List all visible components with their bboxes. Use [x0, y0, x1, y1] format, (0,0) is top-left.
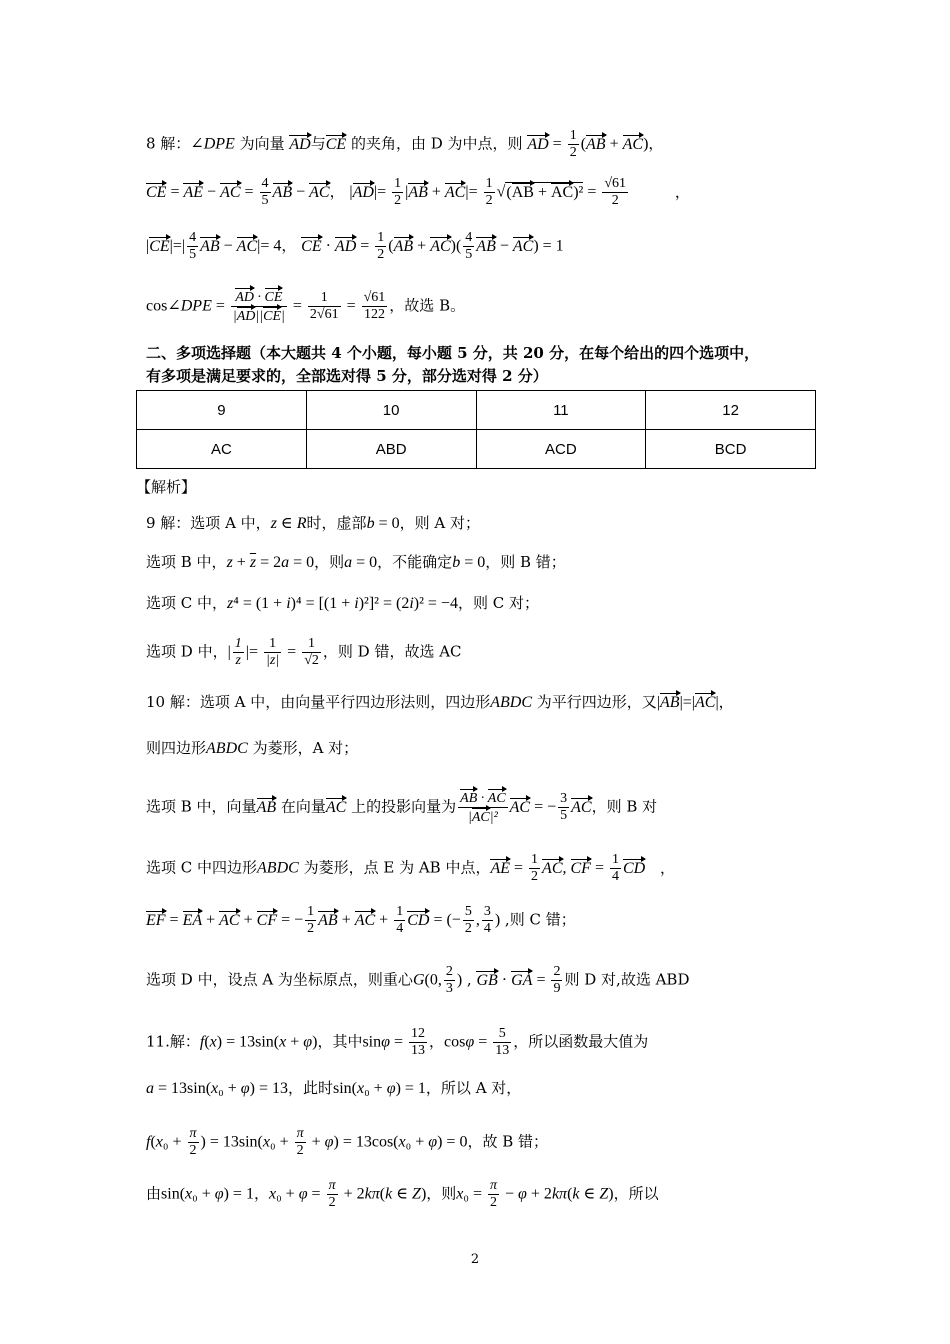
table-row-headers — [137, 391, 816, 430]
q10-line-a: 10 解：选项 A 中，由向量平行四边形法则，四边形ABDC 为平行四边形，又|AB|=|AC|， — [146, 693, 734, 711]
table-cell: AC — [137, 430, 307, 469]
q10-line-c: 选项 C 中四边形ABDC 为菱形，点 E 为 AB 中点，AE = $\frac{1}{2}$ AC, CF = $\frac{1}{4}$ CD ， — [146, 852, 676, 884]
q9-line-b: 选项 B 中，$z + \overline{z} = 2a = 0$，则a = 0，不能确定b = 0，则 B 错； — [146, 553, 566, 571]
q8-line1: 8 解：∠DPE 为向量 AD与CE 的夹角，由 D 为中点，则 AD = $\frac{1}{2}$ (AB + AC)， — [146, 128, 664, 160]
table-cell: 10 — [306, 391, 476, 430]
table-cell: BCD — [646, 430, 816, 469]
q10-line-c2: EF = EA + AC + CF = − $\frac{1}{2}$ AB + AC + $\frac{1}{4}$ CD = (− $\frac{5}{2}$ , $\frac{3}{4}$ ) ,则 C 错； — [146, 904, 576, 936]
table-cell: 11 — [476, 391, 646, 430]
q11-line1: 11.解：f(x) = 13sin(x + φ)，其中sinφ = $\frac{12}{13}$ ，cosφ = $\frac{5}{13}$ ，所以函数最大值为 — [146, 1026, 649, 1058]
q11-line3: f(x₀ + $\frac{\pi}{2}$ ) = 13sin(x₀ + $\frac{\pi}{2}$ + φ) = 13cos(x₀ + φ) = 0，故 B 错； — [146, 1126, 549, 1158]
q11-line4: 由sin(x₀ + φ) = 1，x₀ + φ = $\frac{\pi}{2}$ + 2kπ(k ∈ Z)，则x₀ = $\frac{\pi}{2}$ − φ + 2kπ(k ∈ Z)，所以 — [146, 1178, 659, 1210]
q9-line-d: 选项 D 中，| $\frac{1}{z}$ |= $\frac{1}{|z|}$ = $\frac{1}{√2}$ ，则 D 错，故选 AC — [146, 636, 462, 668]
q8-line4: cos∠DPE = $\frac{AD \cdot CE}{|AD||CE|}$ = $\frac{1}{2√61}$ = $\frac{√61}{122}$ ，故选 B。 — [146, 290, 466, 324]
q8-line2: CE = AE − AC = $\frac{4}{5}$ AB − AC， |AD|= $\frac{1}{2}$ |AB + AC|= $\frac{1}{2}$ √(AB + AC)² = $\frac{√61}{2}$ ， — [146, 176, 690, 208]
answer-table — [136, 390, 816, 469]
table-cell: ABD — [306, 430, 476, 469]
q10-line-d: 选项 D 中，设点 A 为坐标原点，则重心G(0, $\frac{2}{3}$ ) , GB · GA = $\frac{2}{9}$ 则 D 对,故选 ABD — [146, 964, 690, 996]
table-cell: 12 — [646, 391, 816, 430]
table-cell: 9 — [137, 391, 307, 430]
q10-line-b: 选项 B 中，向量AB 在向量AC 上的投影向量为 $\frac{AB \cdot AC}{\text{|AC|²}}$ AC = − $\frac{3}{5}$ AC，则 B 对 — [146, 791, 658, 825]
page-number: 2 — [470, 1252, 480, 1267]
q9-line-c: 选项 C 中，z⁴ = (1 + i)⁴ = [(1 + i)²]² = (2i)² = −4，则 C 对； — [146, 594, 539, 612]
q8-line3: |CE|=| $\frac{4}{5}$ AB − AC|= 4， CE · AD = $\frac{1}{2}$ (AB + AC)( $\frac{4}{5}$ AB − AC) = 1 — [146, 230, 564, 262]
q9-line-a: 9 解：选项 A 中，z ∈ R时，虚部b = 0，则 A 对； — [146, 514, 480, 532]
q10-line-a2: 则四边形ABDC 为菱形，A 对； — [146, 739, 359, 757]
analysis-label: 【解析】 — [136, 478, 197, 496]
section2-title-line1: 二、多项选择题（本大题共 4 个小题，每小题 5 分，共 20 分，在每个给出的四个选项中， — [146, 344, 760, 362]
table-cell: ACD — [476, 430, 646, 469]
q11-line2: a = 13sin(x₀ + φ) = 13，此时sin(x₀ + φ) = 1，所以 A 对， — [146, 1079, 522, 1097]
section2-title-line2: 有多项是满足要求的，全部选对得 5 分，部分选对得 2 分） — [146, 367, 548, 385]
table-row-answers — [137, 430, 816, 469]
